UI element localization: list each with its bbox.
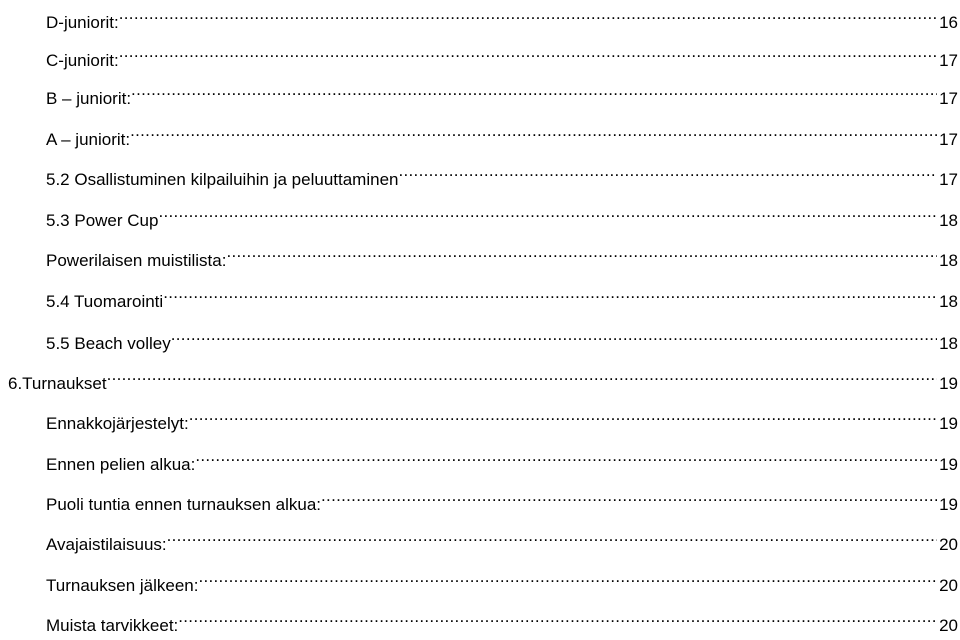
toc-entry-title: Avajaistilaisuus:: [46, 535, 167, 554]
toc-entry-page: 18: [939, 334, 958, 353]
dot-leader: [189, 401, 937, 429]
toc-entry-page: 20: [939, 535, 958, 554]
toc-entry-page: 18: [939, 251, 958, 270]
toc-entry-beach-volley[interactable]: [46, 321, 958, 353]
toc-entry-d-juniorit[interactable]: [46, 0, 958, 32]
toc-entry-title: 5.4 Tuomarointi: [46, 292, 164, 311]
toc-entry-page: 19: [939, 414, 958, 433]
toc-entry-turnauksen-jalkeen[interactable]: [46, 563, 958, 595]
toc-entry-tuomarointi[interactable]: [46, 279, 958, 311]
toc-entry-title: D-juniorit:: [46, 13, 119, 32]
dot-leader: [158, 198, 937, 226]
toc-entry-page: 17: [939, 89, 958, 108]
toc-entry-osallistuminen[interactable]: [46, 157, 958, 189]
toc-entry-ennakkojarjestelyt[interactable]: [46, 401, 958, 433]
toc-entry-title: Powerilaisen muistilista:: [46, 251, 227, 270]
toc-entry-b-juniorit[interactable]: [46, 76, 958, 108]
toc-entry-page: 18: [939, 292, 958, 311]
toc-entry-muista-tarvikkeet[interactable]: [46, 603, 958, 635]
dot-leader: [107, 361, 937, 389]
toc-entry-page: 18: [939, 211, 958, 230]
toc-entry-title: Puoli tuntia ennen turnauksen alkua:: [46, 495, 322, 514]
toc-entry-avajaistilaisuus[interactable]: [46, 522, 958, 554]
toc-entry-title: 5.5 Beach volley: [46, 334, 171, 353]
dot-leader: [398, 157, 937, 185]
dot-leader: [226, 238, 937, 266]
dot-leader: [119, 0, 937, 28]
toc-entry-page: 20: [939, 576, 958, 595]
toc-entry-title: Ennakkojärjestelyt:: [46, 414, 189, 433]
toc-entry-page: 19: [939, 495, 958, 514]
dot-leader: [119, 38, 937, 66]
toc-entry-title: 6.Turnaukset: [8, 374, 107, 393]
toc-entry-page: 17: [939, 130, 958, 149]
toc-entry-puoli-tuntia[interactable]: [46, 482, 958, 514]
dot-leader: [131, 76, 937, 104]
toc-entry-a-juniorit[interactable]: [46, 117, 958, 149]
dot-leader: [171, 321, 937, 349]
dot-leader: [195, 442, 937, 470]
toc-entry-title: Muista tarvikkeet:: [46, 616, 179, 635]
toc-entry-power-cup[interactable]: [46, 198, 958, 230]
toc-entry-title: 5.3 Power Cup: [46, 211, 159, 230]
dot-leader: [163, 279, 937, 307]
toc-entry-title: C-juniorit:: [46, 51, 119, 70]
dot-leader: [130, 117, 937, 145]
toc-entry-page: 20: [939, 616, 958, 635]
dot-leader: [167, 522, 937, 550]
toc-entry-title: B – juniorit:: [46, 89, 132, 108]
toc-entry-title: 5.2 Osallistuminen kilpailuihin ja peluuttaminen: [46, 170, 399, 189]
toc-entry-title: Turnauksen jälkeen:: [46, 576, 199, 595]
toc-entry-page: 17: [939, 51, 958, 70]
toc-entry-page: 17: [939, 170, 958, 189]
toc-entry-turnaukset[interactable]: [8, 361, 958, 393]
toc-entry-ennen-pelien-alkua[interactable]: [46, 442, 958, 474]
toc-entry-page: 19: [939, 374, 958, 393]
toc-entry-title: A – juniorit:: [46, 130, 131, 149]
toc-entry-c-juniorit[interactable]: [46, 38, 958, 70]
dot-leader: [321, 482, 937, 510]
toc-entry-page: 19: [939, 455, 958, 474]
toc-entry-powerilaisen-muistilista[interactable]: [46, 238, 958, 270]
toc-entry-page: 16: [939, 13, 958, 32]
dot-leader: [178, 603, 937, 631]
dot-leader: [198, 563, 937, 591]
toc-entry-title: Ennen pelien alkua:: [46, 455, 196, 474]
